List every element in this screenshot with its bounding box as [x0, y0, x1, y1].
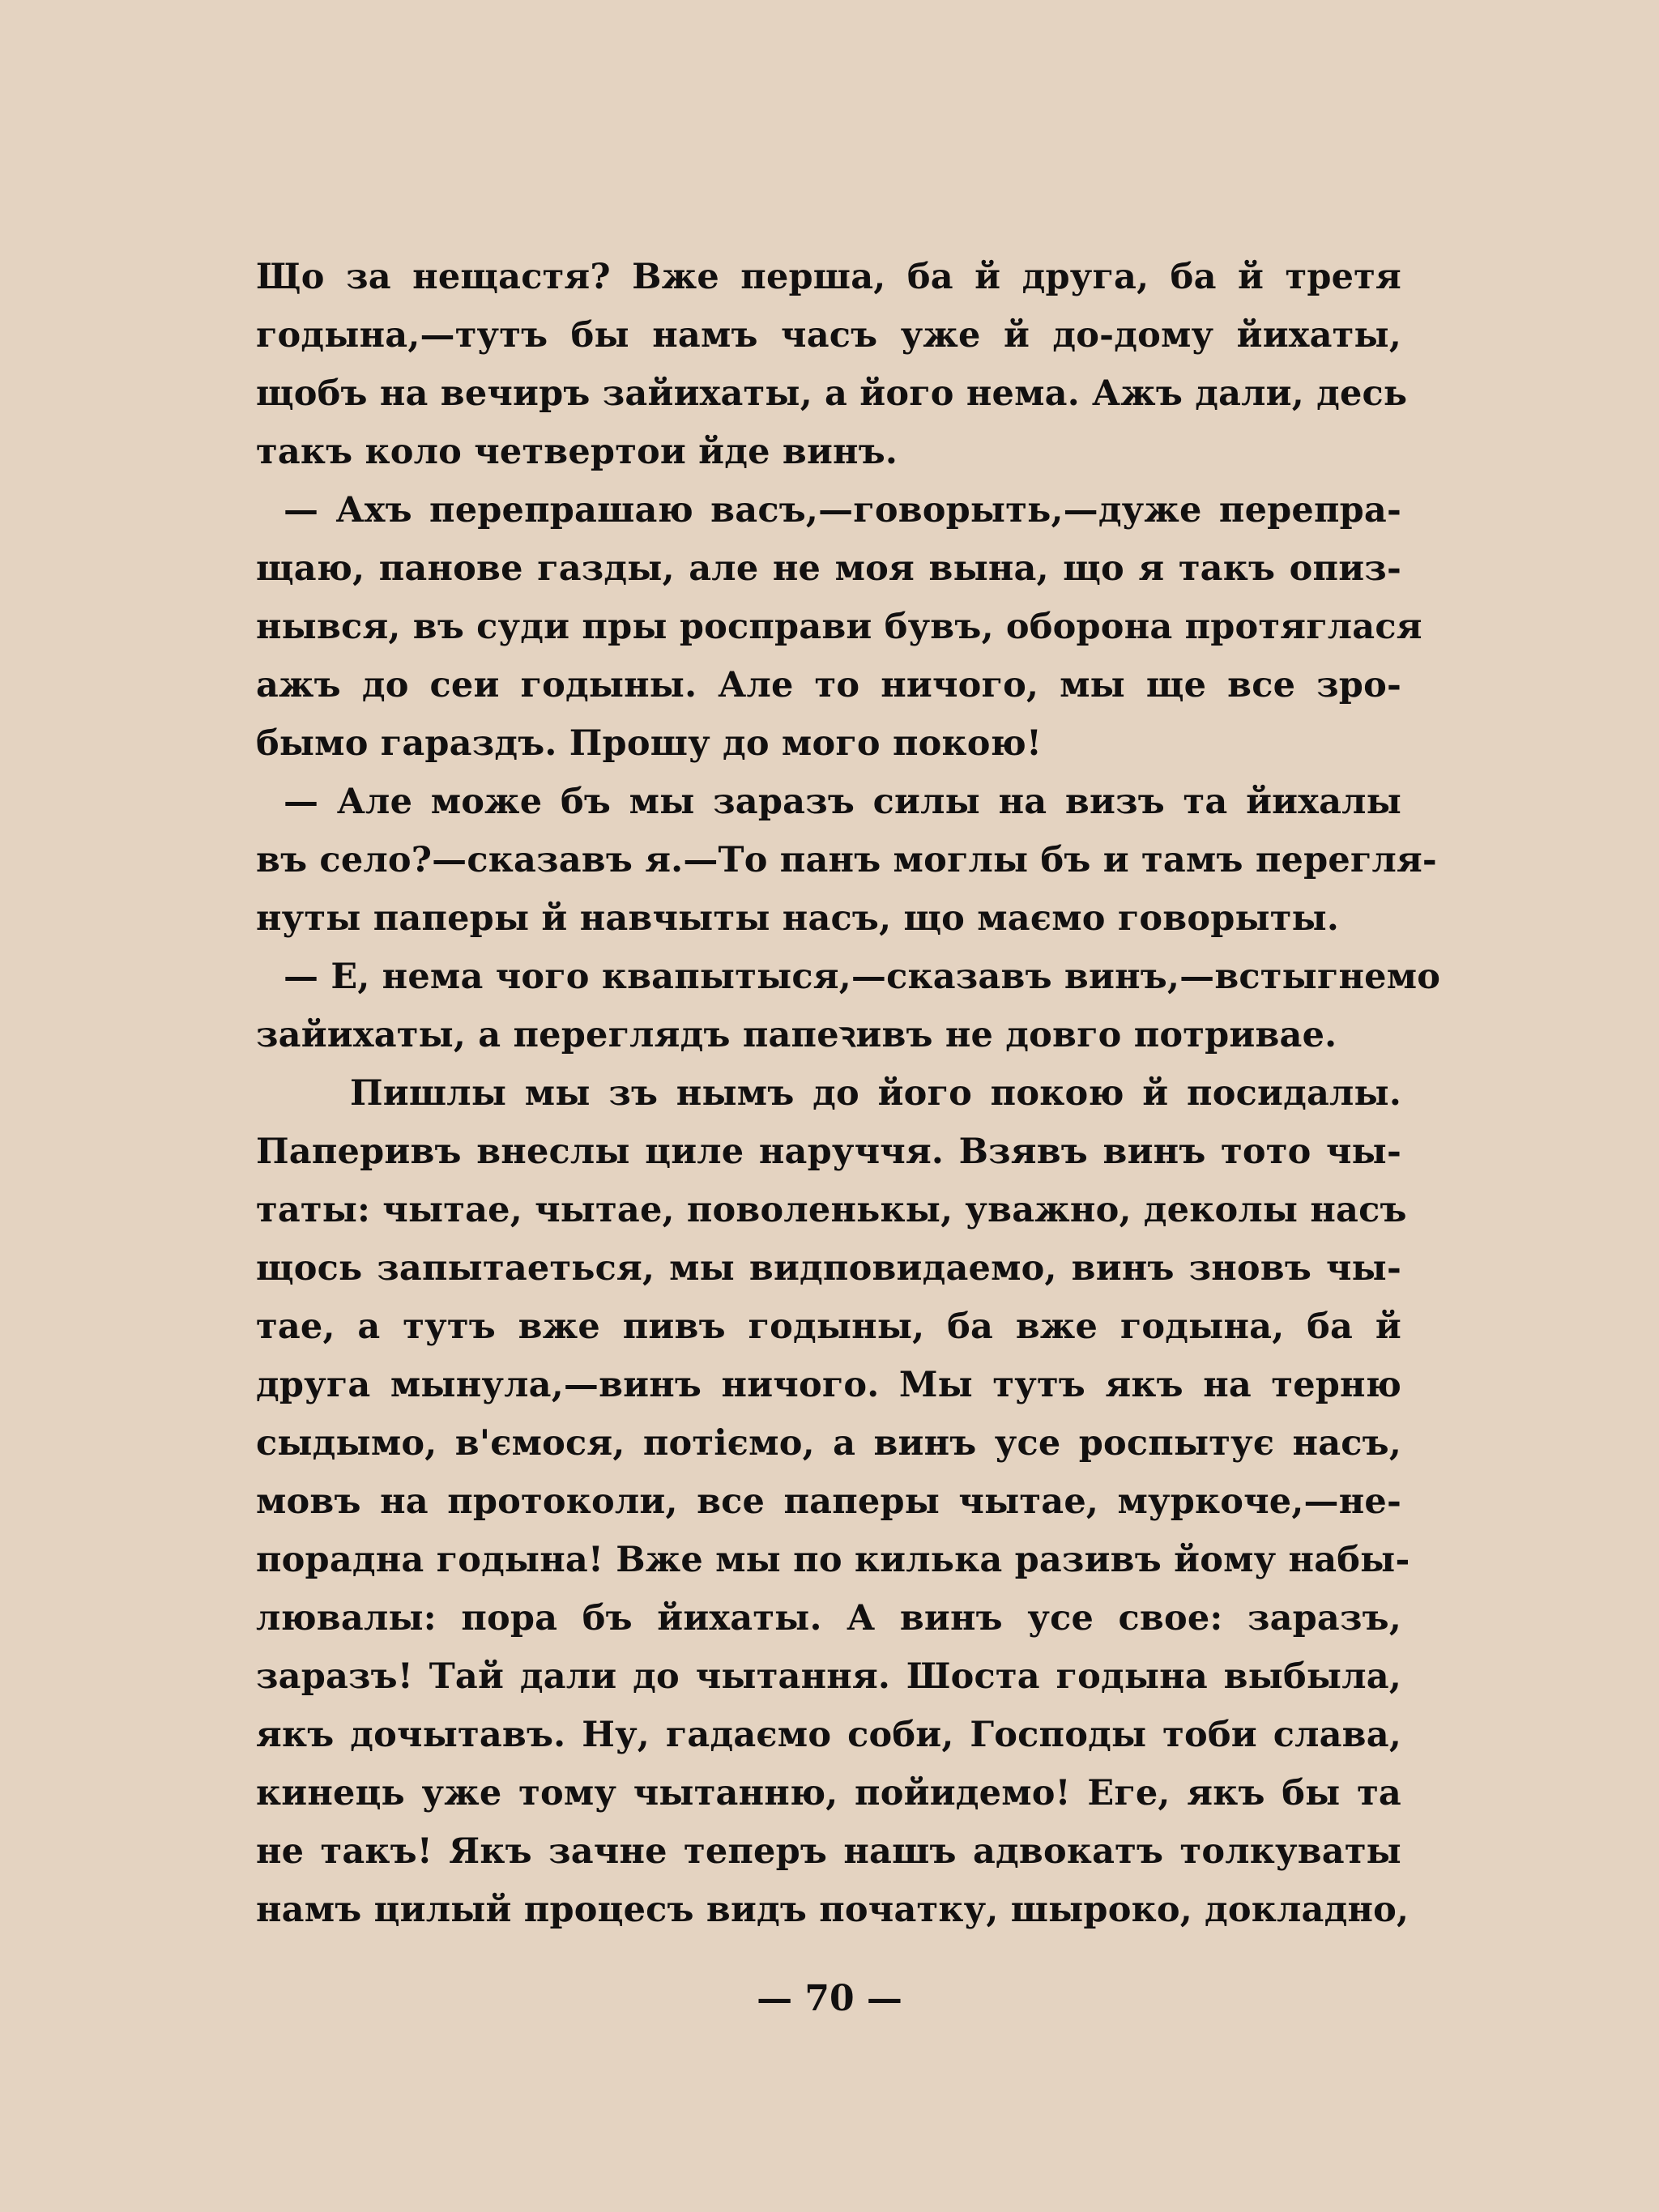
- text-line: друга мынула,—винъ ничого. Мы тутъ якъ на терню: [256, 1365, 1401, 1405]
- text-line: Паперивъ внеслы циле наруччя. Взявъ винъ тото чы-: [256, 1132, 1401, 1172]
- text-line: въ село?—сказавъ я.—То панъ моглы бъ и тамъ перегля-: [256, 840, 1437, 880]
- text-line: порадна годына! Вже мы по килька разивъ йому набы-: [256, 1540, 1410, 1580]
- text-line: якъ дочытавъ. Ну, гадаємо соби, Господы тоби слава,: [256, 1715, 1401, 1755]
- text-line: щаю, панове газды, але не моя вына, що я такъ опиз-: [256, 548, 1401, 589]
- text-line: зайихаты, а переглядъ папеꝛивъ не довго потривае.: [256, 1015, 1337, 1055]
- text-line: — Ахъ перепрашаю васъ,—говорыть,—дуже перепра-: [284, 490, 1401, 531]
- text-line: — Е, нема чого квапытыся,—сказавъ винъ,—встыгнемо: [284, 957, 1441, 997]
- text-line: ажъ до сеи годыны. Але то ничого, мы ще все зро-: [256, 665, 1401, 705]
- text-line: такъ коло четвертои йде винъ.: [256, 432, 898, 472]
- text-line: бымо гараздъ. Прошу до мого покою!: [256, 723, 1043, 764]
- text-line: годына,—тутъ бы намъ часъ уже й до-дому йихаты,: [256, 315, 1401, 356]
- text-line: не такъ! Якъ зачне теперъ нашъ адвокатъ толкуваты: [256, 1831, 1401, 1872]
- text-line: нывся, въ суди пры росправи бувъ, оборона протяглася: [256, 607, 1422, 647]
- text-line: заразъ! Тай дали до чытання. Шоста годына выбыла,: [256, 1656, 1401, 1697]
- text-line: мовъ на протоколи, все паперы чытае, муркоче,—не-: [256, 1481, 1401, 1522]
- text-line: нуты паперы й навчыты насъ, що маємо говорыты.: [256, 898, 1340, 939]
- text-line: таты: чытае, чытае, поволенькы, уважно, деколы насъ: [256, 1190, 1407, 1230]
- text-line: кинець уже тому чытанню, пойидемо! Еге, якъ бы та: [256, 1773, 1401, 1813]
- text-line: сыдымо, в'ємося, потіємо, а винъ усе роспытує насъ,: [256, 1423, 1401, 1464]
- text-line: лювалы: пора бъ йихаты. А винъ усе свое: заразъ,: [256, 1598, 1401, 1639]
- text-line: тае, а тутъ вже пивъ годыны, ба вже годына, ба й: [256, 1306, 1401, 1347]
- text-line: Що за нещастя? Вже перша, ба й друга, ба й третя: [256, 257, 1401, 297]
- text-line: Пишлы мы зъ нымъ до його покою й посидалы.: [350, 1073, 1401, 1114]
- text-line: щось запытаеться, мы видповидаемо, винъ зновъ чы-: [256, 1248, 1401, 1289]
- text-line: щобъ на вечиръ зайихаты, а його нема. Ажъ дали, десь: [256, 373, 1408, 414]
- text-line: намъ цилый процесъ видъ початку, шыроко, докладно,: [256, 1890, 1410, 1930]
- page-number: — 70 —: [757, 1978, 902, 2019]
- text-line: — Але може бъ мы заразъ силы на визъ та йихалы: [284, 782, 1401, 822]
